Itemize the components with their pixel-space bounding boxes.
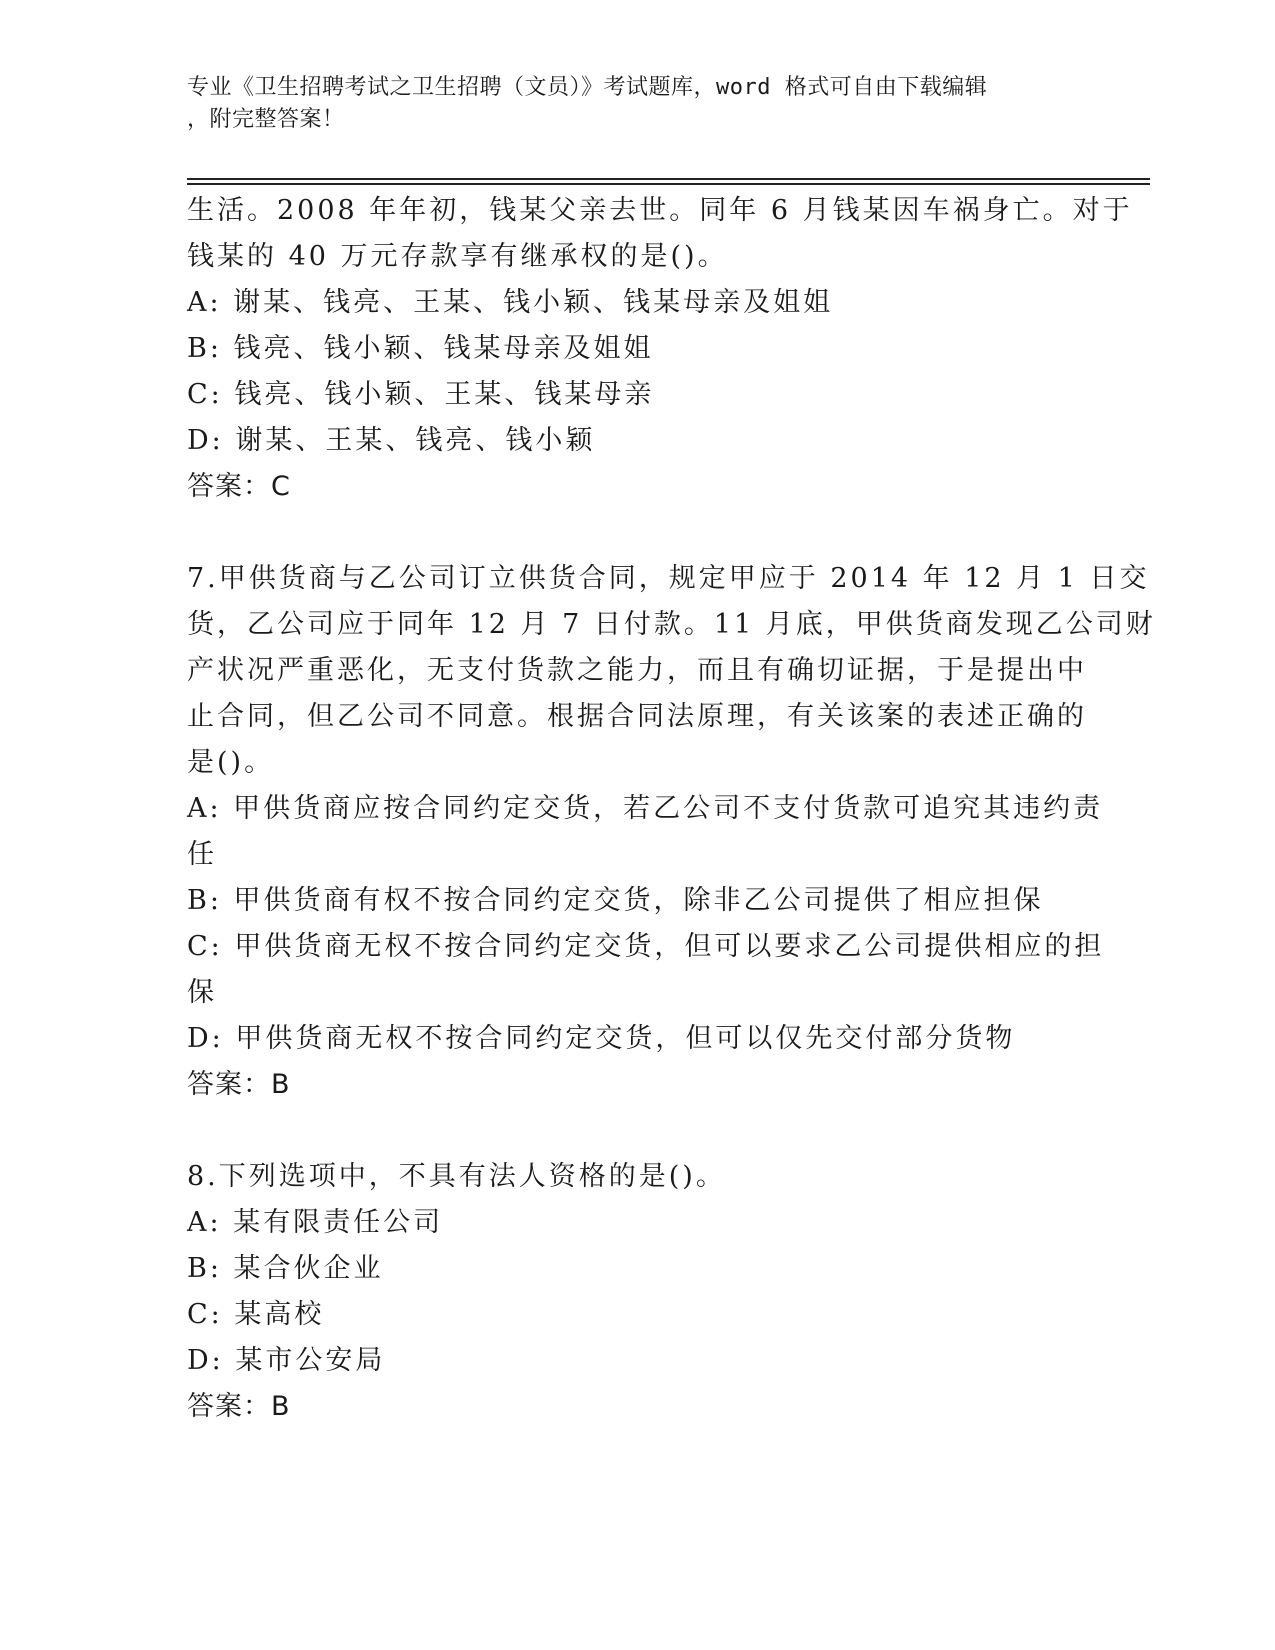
question-7-stem-line-4: 止合同，但乙公司不同意。根据合同法原理，有关该案的表述正确的 — [187, 701, 1087, 732]
question-7-option-d: D: 甲供货商无权不按合同约定交货，但可以仅先交付部分货物 — [187, 1023, 1016, 1054]
question-8-stem: 8.下列选项中，不具有法人资格的是()。 — [187, 1161, 726, 1192]
question-6-option-a: A: 谢某、钱亮、王某、钱小颖、钱某母亲及姐姐 — [187, 287, 834, 318]
question-8-answer: 答案：B — [187, 1391, 291, 1422]
question-6-option-b: B: 钱亮、钱小颖、钱某母亲及姐姐 — [187, 333, 654, 364]
document-body — [187, 188, 1156, 1430]
question-6-option-c: C: 钱亮、钱小颖、王某、钱某母亲 — [187, 379, 655, 410]
question-8-option-c: C: 某高校 — [187, 1299, 325, 1330]
question-7-option-c-line-2: 保 — [187, 977, 217, 1008]
header-divider-bottom — [187, 183, 1150, 185]
header-divider-top — [187, 178, 1150, 180]
question-7-answer: 答案：B — [187, 1069, 291, 1100]
question-7-stem-line-3: 产状况严重恶化，无支付货款之能力，而且有确切证据，于是提出中 — [187, 655, 1087, 686]
question-7 — [187, 556, 1156, 1108]
question-7-option-b: B: 甲供货商有权不按合同约定交货，除非乙公司提供了相应担保 — [187, 885, 1044, 916]
question-7-option-c-line-1: C: 甲供货商无权不按合同约定交货，但可以要求乙公司提供相应的担 — [187, 931, 1105, 962]
question-8-option-d: D: 某市公安局 — [187, 1345, 386, 1376]
question-6-answer: 答案：C — [187, 471, 291, 502]
question-7-stem-line-1: 7.甲供货商与乙公司订立供货合同，规定甲应于 2014 年 12 月 1 日交 — [187, 563, 1150, 594]
question-7-option-a-line-1: A: 甲供货商应按合同约定交货，若乙公司不支付货款可追究其违约责 — [187, 793, 1104, 824]
spacer — [187, 1108, 1087, 1154]
question-6-stem-line-2: 钱某的 40 万元存款享有继承权的是()。 — [187, 241, 728, 272]
document-header — [187, 72, 1067, 136]
header-line-1: 专业《卫生招聘考试之卫生招聘（文员）》考试题库，word 格式可自由下载编辑 — [187, 75, 988, 100]
question-7-stem-line-2: 货，乙公司应于同年 12 月 7 日付款。11 月底，甲供货商发现乙公司财 — [187, 609, 1156, 640]
question-6-option-d: D: 谢某、王某、钱亮、钱小颖 — [187, 425, 596, 456]
question-6 — [187, 188, 1133, 510]
question-8-option-b: B: 某合伙企业 — [187, 1253, 384, 1284]
header-line-2: ，附完整答案！ — [187, 107, 345, 132]
spacer — [187, 510, 1087, 556]
question-8-option-a: A: 某有限责任公司 — [187, 1207, 444, 1238]
question-7-stem-line-5: 是()。 — [187, 747, 275, 778]
question-7-option-a-line-2: 任 — [187, 839, 217, 870]
question-6-stem-line-1: 生活。2008 年年初，钱某父亲去世。同年 6 月钱某因车祸身亡。对于 — [187, 195, 1133, 226]
question-8 — [187, 1154, 1087, 1430]
